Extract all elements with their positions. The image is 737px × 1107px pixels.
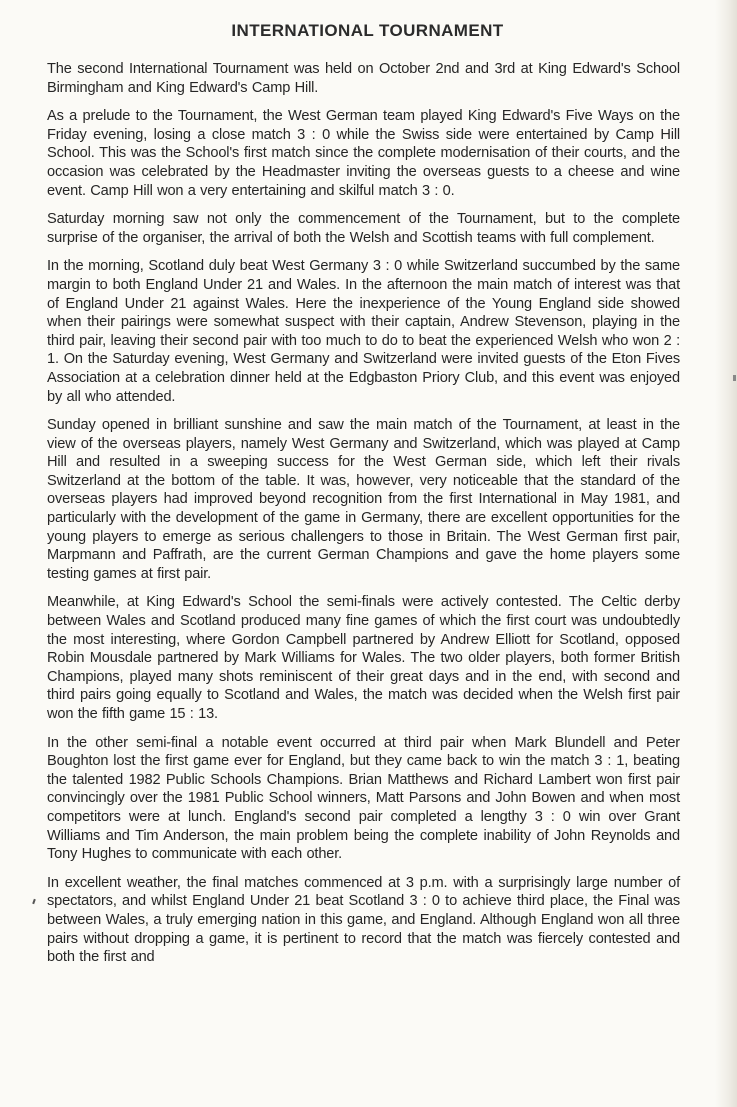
paragraph-saturday-morning: Saturday morning saw not only the commencement of the Tournament, but to the complete surprise of the organiser, the arrival of both the Welsh and Scottish teams with full complement. xyxy=(47,211,680,246)
page-edge-mark xyxy=(733,375,736,381)
paragraph-saturday-matches: In the morning, Scotland duly beat West Germany 3 : 0 while Switzerland succumbed by the same margin to both England Under 21 and Wales. In the afternoon the main match of interest was that of England Under 21 against Wales. Here the inexperience of the Young England side showed when their pairings were somewhat suspect with their captain, Andrew Stevenson, playing in the third pair, leaving their second pair with too much to do to beat the experienced Welsh who won 2 : 1. On the Saturday evening, West Germany and Switzerland were invited guests of the Eton Fives Association at a celebration dinner held at the Edgbaston Priory Club, and this event was enjoyed by all who attended. xyxy=(47,258,680,405)
paragraph-sunday: Sunday opened in brilliant sunshine and saw the main match of the Tournament, at least in the view of the overseas players, namely West Germany and Switzerland, which was played at Camp Hill and resulted in a sweeping success for the West German side, which left their rivals Switzerland at the bottom of the table. It was, however, very noticeable that the standard of the overseas players had improved beyond recognition from the first International in May 1981, and particularly with the development of the game in Germany, there are excellent opportunities for the young players to emerge as serious challengers to those in Britain. The West German first pair, Marpmann and Paffrath, are the current German Champions and gave the home players some testing games at first pair. xyxy=(47,417,680,582)
paragraph-semi-final-england: In the other semi-final a notable event occurred at third pair when Mark Blundell and Peter Boughton lost the first game ever for England, but they came back to win the match 3 : 1, beating the talented 1982 Public Schools Champions. Brian Matthews and Richard Lambert won first pair convincingly over the 1981 Public School winners, Matt Parsons and John Bowen and when most competitors were at lunch. England's second pair completed a lengthy 3 : 0 win over Grant Williams and Tim Anderson, the main problem being the complete inability of John Reynolds and Tony Hughes to communicate with each other. xyxy=(47,734,680,863)
document-page xyxy=(47,20,680,977)
paragraph-semi-final-wales-scotland: Meanwhile, at King Edward's School the semi-finals were actively contested. The Celtic derby between Wales and Scotland produced many fine games of which the first court was undoubtedly the most interesting, where Gordon Campbell partnered by Andrew Elliott for Scotland, opposed Robin Mousdale partnered by Mark Williams for Wales. The two older players, both former British Champions, played many shots reminiscent of their great days and in the end, with second and third pairs going equally to Scotland and Wales, the match was decided when the Welsh first pair won the fifth game 15 : 13. xyxy=(47,594,680,722)
paragraph-final: In excellent weather, the final matches commenced at 3 p.m. with a surprisingly large number of spectators, and whilst England Under 21 beat Scotland 3 : 0 to achieve third place, the Final was between Wales, a truly emerging nation in this game, and England. Although England won all three pairs without dropping a game, it is pertinent to record that the match was fiercely contested and both the first and xyxy=(47,874,680,966)
paragraph-intro: The second International Tournament was held on October 2nd and 3rd at King Edward's School Birmingham and King Edward's Camp Hill. xyxy=(47,61,680,96)
page-title: INTERNATIONAL TOURNAMENT xyxy=(231,21,504,40)
paragraph-prelude: As a prelude to the Tournament, the West German team played King Edward's Five Ways on the Friday evening, losing a close match 3 : 0 while the Swiss side were entertained by Camp Hill School. This was the School's first match since the complete modernisation of their courts, and the occasion was celebrated by the Headmaster inviting the overseas guests to a cheese and wine event. Camp Hill won a very entertaining and skilful match 3 : 0. xyxy=(47,108,680,199)
stray-ink-mark xyxy=(32,899,36,904)
page-edge-shadow xyxy=(715,0,737,1107)
